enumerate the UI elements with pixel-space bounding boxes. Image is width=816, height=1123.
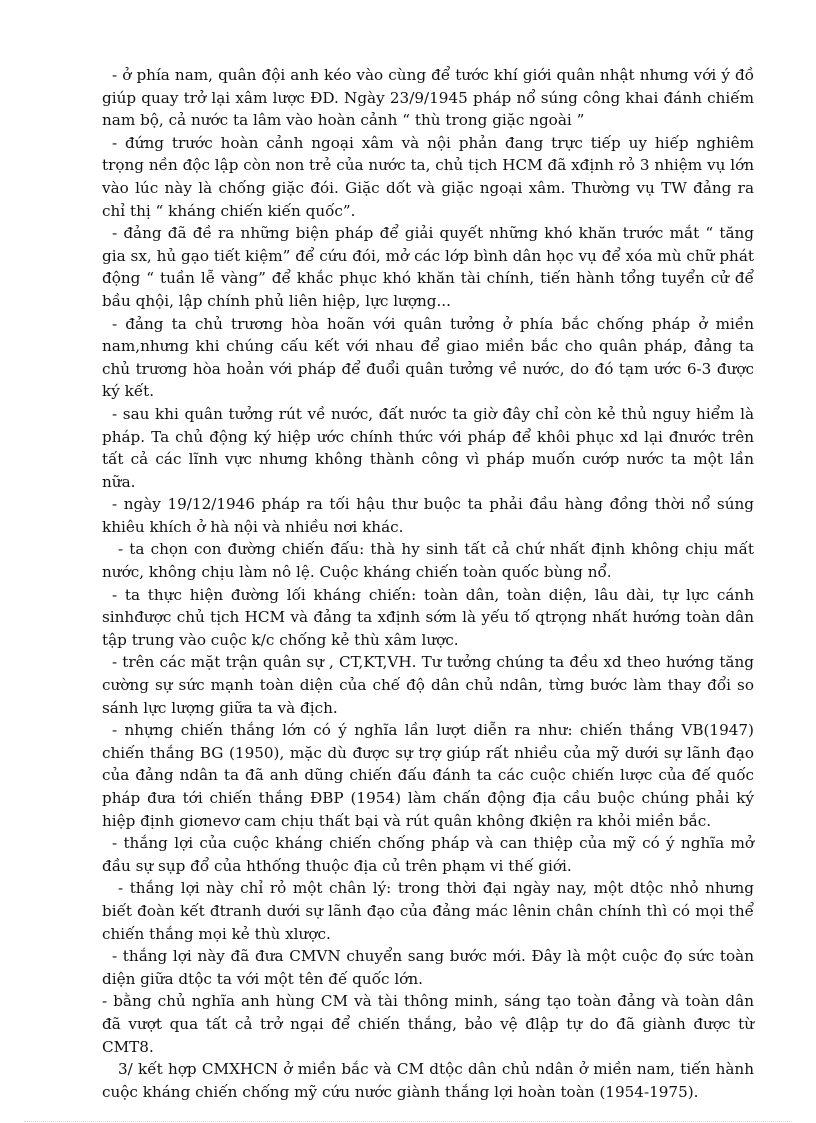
paragraph-12: - thắng lợi này chỉ rỏ một chân lý: trong thời đại ngày nay, một dtộc nhỏ nhưng biết đoàn kết đtranh dưới sự lãnh đạo của đảng mác lênin chân chính thì có mọi thể chiến thắng mọi kẻ thù xlược. bbox=[102, 879, 754, 943]
paragraph-8: - ta thực hiện đường lối kháng chiến: toàn dân, toàn diện, lâu dài, tự lực cánh sinhđược chủ tịch HCM và đảng ta xđịnh sớm là yếu tố qtrọng nhất hướng toàn dân tập trung vào cuộc k/c chống kẻ thù xâm lược. bbox=[102, 585, 754, 649]
paragraph-2: - đứng trước hoàn cảnh ngoại xâm và nội phản đang trực tiếp uy hiếp nghiêm trọng nền độc lập còn non trẻ của nước ta, chủ tịch HCM đã xđịnh rỏ 3 nhiệm vụ lớn vào lúc này là chống giặc đói. Giặc dốt và giặc ngoại xâm. Thường vụ TW đảng ra chỉ thị “ kháng chiến kiến quốc”. bbox=[102, 133, 754, 220]
document-body bbox=[102, 64, 754, 1103]
paragraph-13: - thắng lợi này đã đưa CMVN chuyển sang bước mới. Đây là một cuộc đọ sức toàn diện giữa dtộc ta với một tên đế quốc lớn. bbox=[102, 947, 754, 988]
paragraph-3: - đảng đã đề ra những biện pháp để giải quyết những khó khăn trước mắt “ tăng gia sx, hủ gạo tiết kiệm” để cứu đói, mở các lớp bình dân học vụ để xóa mù chữ phát động “ tuần lễ vàng” để khắc phục khó khăn tài chính, tiến hành tổng tuyển cử để bầu qhội, lập chính phủ liên hiệp, lực lượng... bbox=[102, 224, 754, 310]
paragraph-6: - ngày 19/12/1946 pháp ra tối hậu thư buộc ta phải đầu hàng đồng thời nổ súng khiêu khích ở hà nội và nhiều nơi khác. bbox=[102, 495, 754, 536]
paragraph-5: - sau khi quân tưởng rút về nước, đất nước ta giờ đây chỉ còn kẻ thủ nguy hiểm là pháp. Ta chủ động ký hiệp ước chính thức với pháp để khôi phục xd lại đnước trên tất cả các lĩnh vực nhưng không thành công vì pháp muốn cướp nước ta một lần nữa. bbox=[102, 404, 754, 491]
paragraph-10: - nhựng chiến thắng lớn có ý nghĩa lần lượt diễn ra như: chiến thắng VB(1947) chiến thắng BG (1950), mặc dù được sự trợ giúp rất nhiều của mỹ dưới sự lãnh đạo của đảng ndân ta đã anh dũng chiến đấu đánh ta các cuộc chiến lược của đế quốc pháp đưa tới chiến thắng ĐBP (1954) làm chấn động địa cầu buộc chúng phải ký hiệp định giơnevơ cam chịu thất bại và rút quân không đkiện ra khỏi miền bắc. bbox=[102, 721, 754, 830]
page-bottom-rule bbox=[24, 1121, 792, 1122]
paragraph-15: 3/ kết hợp CMXHCN ở miền bắc và CM dtộc dân chủ ndân ở miền nam, tiến hành cuộc kháng chiến chống mỹ cứu nước giành thắng lợi hoàn toàn (1954-1975). bbox=[102, 1060, 754, 1101]
paragraph-14: - bằng chủ nghĩa anh hùng CM và tài thông minh, sáng tạo toàn đảng và toàn dân đã vượt qua tất cả trở ngại để chiến thắng, bảo vệ đlập tự do đã giành được từ CMT8. bbox=[102, 992, 754, 1056]
paragraph-4: - đảng ta chủ trương hòa hoãn với quân tưởng ở phía bắc chống pháp ở miền nam,nhưng khi chúng cấu kết với nhau để giao miền bắc cho quân pháp, đảng ta chủ trương hòa hoản với pháp để đuổi quân tưởng về nước, do đó tạm ước 6-3 được ký kết. bbox=[102, 314, 754, 401]
paragraph-1: - ở phía nam, quân đội anh kéo vào cùng để tước khí giới quân nhật nhưng với ý đồ giúp quay trở lại xâm lược ĐD. Ngày 23/9/1945 pháp nổ súng công khai đánh chiếm nam bộ, cả nước ta lâm vào hoàn cảnh “ thù trong giặc ngoài ” bbox=[102, 66, 754, 130]
paragraph-11: - thắng lợi của cuộc kháng chiến chống pháp và can thiệp của mỹ có ý nghĩa mở đầu sự sụp đổ của hthống thuộc địa củ trên phạm vi thế giới. bbox=[102, 834, 754, 875]
paragraph-7: - ta chọn con đường chiến đấu: thà hy sinh tất cả chứ nhất định không chịu mất nước, không chịu làm nô lệ. Cuộc kháng chiến toàn quốc bùng nổ. bbox=[102, 540, 754, 582]
paragraph-9: - trên các mặt trận quân sự , CT,KT,VH. Tư tưởng chúng ta đều xd theo hướng tăng cường sự sức mạnh toàn diện của chế độ dân chủ ndân, từng bước làm thay đổi so sánh lực lượng giữa ta và địch. bbox=[102, 653, 754, 717]
